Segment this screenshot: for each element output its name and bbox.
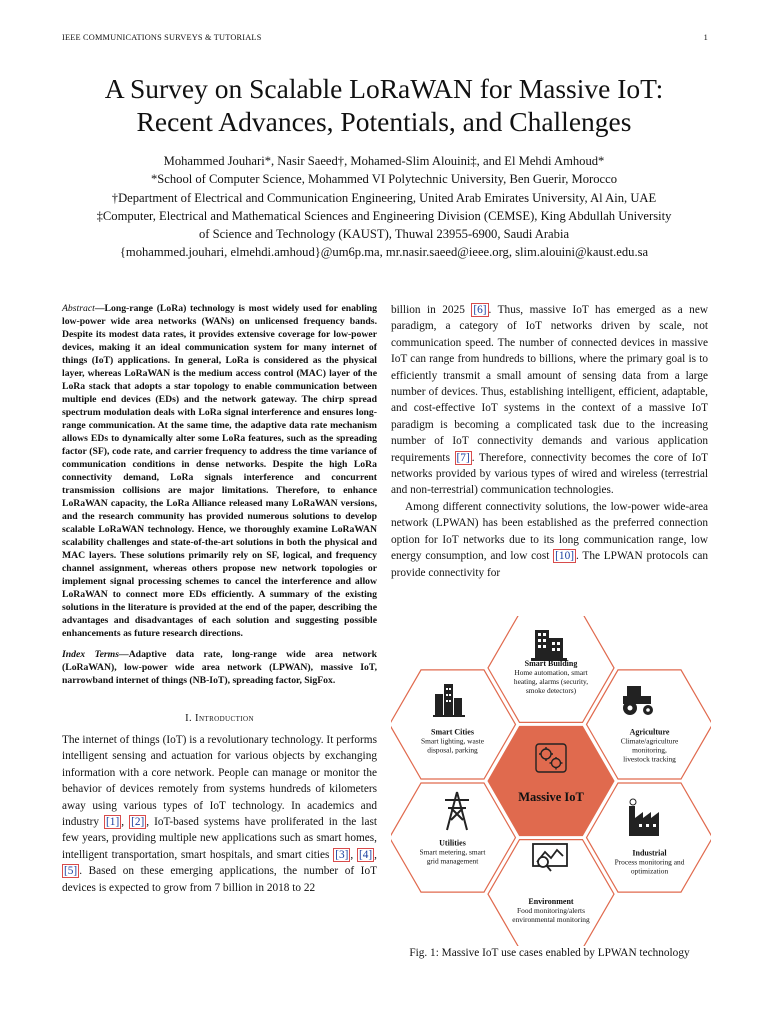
citation-link[interactable]: [1] bbox=[106, 816, 120, 829]
hex-description: heating, alarms (security, bbox=[513, 676, 589, 686]
section-heading bbox=[62, 713, 377, 724]
hex-description: smoke detectors) bbox=[525, 685, 577, 695]
author-emails: {mohammed.jouhari, elmehdi.amhoud}@um6p.ma, mr.nasir.saeed@ieee.org, slim.alouini@kaust.edu.sa bbox=[119, 245, 649, 260]
hex-title: Utilities bbox=[439, 838, 466, 848]
center-label: Massive IoT bbox=[518, 790, 584, 804]
hex-title: Smart Building bbox=[524, 658, 578, 668]
hex-description: Food monitoring/alerts bbox=[517, 906, 585, 916]
hexagon-environment bbox=[488, 840, 614, 946]
intro-paragraph-2: Among different connectivity solutions, the low-power wide-area network (LPWAN) has been established as the preferred connection option for IoT networks due to its long communication range, low energy consumption, and low cost [10] . The LPWAN protocols can provide connectivity for bbox=[391, 500, 708, 579]
section-title: Introduction bbox=[195, 713, 254, 724]
figure-massive-iot bbox=[391, 616, 711, 946]
hexagon-diagram bbox=[391, 616, 711, 946]
affiliation-1: *School of Computer Science, Mohammed VI Polytechnic University, Ben Guerir, Morocco bbox=[150, 172, 618, 187]
figure-caption: Fig. 1: Massive IoT use cases enabled by LPWAN technology bbox=[409, 947, 690, 959]
intro-paragraph-1-cont: billion in 2025 [6] . Thus, massive IoT has emerged as a new paradigm, a category of IoT networks driven by scale, not communication speed. The number of connected devices in massive IoT can range from hundreds to billions, where the primary goal is to efficiently transmit a small amount of sensing data from a large number of devices. Thus, establishing intelligent, efficient, adaptable, and cost-effective IoT systems in the context of a massive IoT paradigm is becoming a complicated task due to the increasing number of IoT connectivity demands and various application requirements [7] . Therefore, connectivity becomes the core of IoT networks provided by various types of wired and wireless (terrestrial and non-terrestrial) communication technologies. bbox=[391, 304, 709, 497]
hexagon-industrial bbox=[587, 783, 712, 892]
author-block bbox=[40, 152, 728, 262]
hex-description: Smart metering, smart bbox=[419, 847, 486, 857]
affiliation-3a: ‡Computer, Electrical and Mathematical Sciences and Engineering Division (CEMSE), King Abdullah University bbox=[96, 208, 672, 223]
affiliation-2: †Department of Electrical and Communication Engineering, United Arab Emirates University, Al Ain, UAE bbox=[111, 190, 657, 205]
hex-description: optimization bbox=[630, 866, 669, 876]
hex-description: Process monitoring and bbox=[614, 857, 685, 867]
citation-link[interactable]: [6] bbox=[473, 304, 487, 316]
affiliation-3b: of Science and Technology (KAUST), Thuwal 23955-6900, Saudi Arabia bbox=[198, 227, 570, 242]
hex-description: monitoring, bbox=[632, 745, 667, 755]
index-terms-label: Index Terms bbox=[62, 649, 119, 660]
paper-title bbox=[40, 72, 728, 138]
citation-link[interactable]: [7] bbox=[456, 451, 470, 464]
journal-name: IEEE COMMUNICATIONS SURVEYS & TUTORIALS bbox=[62, 33, 262, 42]
intro-left bbox=[62, 732, 377, 896]
hex-description: environmental monitoring bbox=[512, 915, 590, 925]
title-line-2: Recent Advances, Potentials, and Challenges bbox=[136, 106, 632, 137]
author-names: Mohammed Jouhari*, Nasir Saeed†, Mohamed-Slim Alouini‡, and El Mehdi Amhoud* bbox=[163, 154, 605, 168]
center-hexagon bbox=[488, 726, 614, 835]
title-line-1: A Survey on Scalable LoRaWAN for Massive IoT: bbox=[104, 73, 664, 104]
section-number: I. bbox=[185, 713, 193, 724]
index-terms-text: —Adaptive data rate, long-range wide area network (LoRaWAN), low-power wide area network (LPWAN), massive IoT, narrowband internet of things (NB-IoT), spreading factor, SigFox. bbox=[62, 649, 377, 686]
abstract-label: Abstract bbox=[62, 303, 95, 314]
hex-title: Smart Cities bbox=[431, 727, 474, 737]
hexagon-smart-cities bbox=[391, 670, 516, 779]
page-number: 1 bbox=[703, 33, 708, 42]
hex-description: livestock tracking bbox=[623, 754, 676, 764]
hex-title: Agriculture bbox=[629, 727, 670, 737]
hex-description: Climate/agriculture bbox=[620, 736, 679, 746]
hex-description: disposal, parking bbox=[427, 745, 478, 755]
running-head bbox=[62, 33, 708, 42]
citation-link[interactable]: [4] bbox=[358, 848, 373, 861]
hex-description: Home automation, smart bbox=[514, 667, 588, 677]
citation-link[interactable]: [10] bbox=[555, 550, 574, 563]
hex-description: Smart lighting, waste bbox=[420, 736, 485, 746]
hex-description: grid management bbox=[426, 856, 479, 866]
citation-link[interactable]: [5] bbox=[64, 865, 78, 878]
citation-link[interactable]: [2] bbox=[131, 816, 145, 829]
right-column bbox=[391, 302, 708, 581]
left-column bbox=[62, 302, 377, 896]
hex-title: Environment bbox=[528, 897, 574, 907]
hex-title: Industrial bbox=[632, 848, 667, 858]
citation-link[interactable]: [3] bbox=[335, 848, 349, 861]
index-terms bbox=[62, 648, 377, 687]
abstract-text: —Long-range (LoRa) technology is most widely used for enabling low-power wide area networks (WANs) on unlicensed frequency bands. Despite its modest data rates, it provides extensive coverage for low-power devices, making it an ideal communication system for many internet of things (IoT) applications. In general, LoRa is considered as the physical layer, whereas LoRaWAN is the medium access control (MAC) layer of the LoRa stack that adopts a star topology to enable communication between multiple end devices (EDs) and the network gateway. The chirp spread spectrum modulation deals with LoRa signal interference and ensures long-range communication. At the same time, the adaptive data rate mechanism allows EDs to dynamically alter some LoRa features, such as the spreading factor (SF), code rate, and carrier frequency to address the time variance of communication conditions in dense networks. Despite the high LoRa connectivity demand, LoRa signals interference and concurrent transmission collisions are major limitations. Therefore, to enhance LoRaWAN capacity, the LoRa Alliance released many LoRaWAN versions, and the research community has provided numerous solutions to develop scalable LoRaWAN technology. Hence, we thoroughly examine LoRaWAN scalability challenges and state-of-the-art solutions in both the physical and MAC layers. These solutions primarily rely on SF, logical, and frequency channel assignment, whereas others propose new network topologies or implement signal processing schemes to cancel the interference and allow LoRaWAN to connect more EDs efficiently. A summary of the existing solutions in the literature is provided at the end of the paper, describing the advantages and disadvantages of each solution and suggesting possible enhancements as future research directions. bbox=[62, 303, 377, 639]
abstract bbox=[62, 302, 377, 640]
intro-paragraph-1: The internet of things (IoT) is a revolutionary technology. It performs intelligent sensing and actuation for various objects by exchanging information with a core network. People can manage or monitor the behavior of devices remotely from systems hundreds of kilometers away using various types of IoT technology. In academics and industry [1] , [2] , IoT-based systems have proliferated in the last few years, providing multiple new applications such as smart homes, intelligent transportation, smart hospitals, and smart cities [3] , [4] , [5] . Based on these emerging applications, the number of IoT devices is expected to grow from 7 billion in 2018 to 22 bbox=[62, 734, 377, 894]
